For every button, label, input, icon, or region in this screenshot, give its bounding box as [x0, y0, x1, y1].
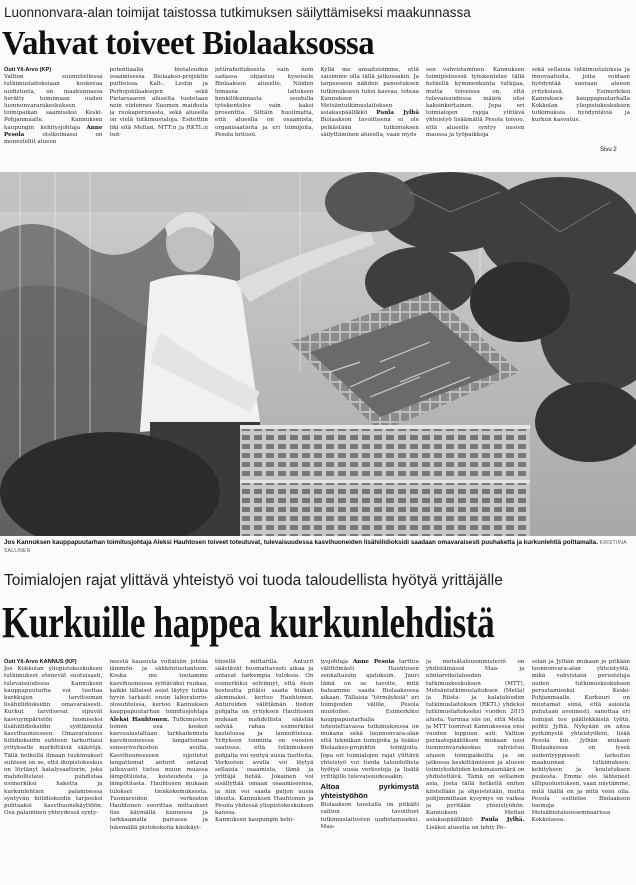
body-text: sekä sellaisia tutkimustuloksia ja innovaatioita, joita voidaan hyödyntää suoraan alueen yrityksissä. Esimerkiksi Kannuksen kauppapuutarhalla Kokkolan yliopistokeskuksen tutkimuksia hyödyntäviä ja kurkun kasvatus. [531, 67, 630, 124]
news-photo [0, 172, 636, 536]
body-text: neestä kaasusta voitaisiin johtaa lämmön- ja sähköntuotantoon. Koska me tuotamme kasvihuoneissa syötäväksi ruokaa, kaikki tällaiset asiat täytyy tutkia hyvin tarkasti ensin laboratorio-olosuhteissa, kertoo Kannuksen kauppapuutarhan toimitusjohtaja [109, 659, 208, 716]
body-text: Biolaakson tavoitteena ei ole pelkästään tutkimuksen säilyttäminen alueella, vaan myös [320, 117, 419, 138]
person-name: Anne Pesola [4, 124, 103, 138]
body-text: potentiaalia biotalouden osaamisessa Biolaakso-projektin puitteissa. Kalt-, Lestin ja Perhojokilaaksojen sekä Pietarsaaren alueelta tuotetaan noin viidennes Suomen maidosta ja ruokaperunasta, sekä alueella on vielä tutkimustaloja. Esitettiin liki sitä Metlan, MTT:n ja RKTL:n tud- [109, 67, 208, 138]
body-text: tysjohtaja [320, 659, 349, 665]
byline: Outi Yli-Arvo KANNUS (KP) [4, 659, 77, 665]
body-text: töisellä mittarilla. Anturit säästävät huomattavasti aikaa ja antavat tarkempia tuloksia. On esimerkiksi selvinnyt, että öisin kosteutta pitäisi saada hiukan alemmaksi, kertoo Hauhtonen. Antureiden välittämän tiedon pohjalta on yrityksen Hauhtosen mukaan mahdollista säästää selvää rahaa esimerkiksi kastelussa ja lannoitteissa. Yrityksen toiminta on vuosien saatossa, että tutkimuksen pohjalta voi syntyä uusia tuotteita. Verkoston avulla voi löytyä sellaisia osaamista, tämä ja yrittäjä tietää. Jokainen voi sisällyttää omaan osaamiseensa, ja niin voi saada paljon uusia ideoita. Kannuksen Hauhtonen ja Pesola yhdessä yliopistokeskuksen kanssa. [215, 659, 314, 817]
article2-body [4, 659, 630, 881]
body-text: solan ja Jylhän mukaan jo pitkään luonnonvara-alan yhteistyötä, mikä vahvistaisi perusteluja uuden tutkimuskeskuksen perustamiseksi Keski-Pohjanmaalle. Kurkuuri on muutamat siinä, että asioista puhutaan avoimesti, sanottaa eri toimijat tee päällekkäistä työtä, pohtii Jylhä. Nykyään on aitoa pyrkimystä yhteistyöhön, lisää Pesola kin. Jylhän mukaan Biolaaksossa on lyseä uudentyyppisesti tarkoitus maakunnan tutkimuksen, kehityksen ja koulutuksen puolesta. Emme ole lähteneet sillipuolustuksen, vaan näytämme, mitä täällä on ja mitä voisi olla. Pesola esittelee Biolaakson teemoja Metsäbiotaloussemnaarissa Kokkolassa. [531, 659, 630, 824]
photo-caption [4, 539, 630, 555]
article2-column-2 [110, 659, 209, 881]
subheading: Altoa pyrkimystä yhteistyöhön [320, 782, 419, 800]
article2-column-1 [4, 659, 103, 881]
article1-column-5 [426, 67, 525, 151]
continued-on-page[interactable]: Sivu 2 [600, 147, 617, 153]
article1-column-1 [4, 67, 103, 151]
body-text: Jos Kokkolan yliopistokeskuksen tutkimukset etenevät suotuisasti, tulevaisuudessa Kannuksen kauppapuutarha voi tuottaa kurkkujen tarvitseman lisähiilidioksidin omavaraisesti. Kurkut tarvitsevat sipuvät kasvuympäristön luomiseksi lisähiilidioksidin syöttämistä kasvihuoneeseen. Omavaraisuus hiilidioksidin suhteen tarkoittaisi yritykselle merkittäviä säästöjä. Tällä hetkellä ilmaan tuskimukset suhteen on se, että diopistokeskus on löytänyt katalysaattorin, joka mahdollistaisi puhdistaa esimerkiksi haketta ja kurkunlehtien palamisessa syntyvän hiilidioksidin tarpeeksi puhtaaksi kasvihuonekäyttöön. Osa palaminen yhteydessä synty- [4, 666, 103, 817]
body-text: Lisäksi alueella on tehty Pe- [426, 824, 506, 831]
body-text: ja metsätalousministeriö on yhdistämässä Maa- ja elintarviketalouden tutkimuskeskuksen (MTT), Metsäntutkimuslaitoksen (Metla) ja Riista- ja kalatalouden tutkimuslaitoksen (RKTL) yhdeksi tutkimuslaitokseksi vuoden 2015 alusta. Varmaa siis on, että Metla ja MTT toimivat Kannuksessa ensi vuoden loppuun asti. Valtion periaatepäätöksen mukaan uusi luonnonvarakeskus vahvistuu alueen toimipaikoilla ja on jatkossa keskittämiseen ja alueen toimiyksiköiden kokonaismäärä on yhdistettävä. Tämä on sellainen asia, josta tällä hetkellä eniten kiistellään ja ohjeistetään, mutta pohjimmiltaan kysymys on vaikea ja pyritään yhteistyöhön. Kannuksen Metlan asiakaspäällikkö [426, 659, 525, 824]
article2-column-3 [215, 659, 314, 881]
article1-column-3 [215, 67, 314, 151]
byline: Outi Yli-Arvo (KP) [4, 67, 52, 73]
body-text: jettirahoituksesta vain noin sadassa objastuu kyseisele Biolaakson alueelle. Näiden lomassa laitoksen henkilökunnasta seudulla työskentelee vain kaksi prosenttia. Sittäin huolimatta, että alueella on osaamista, organisaatioita ja eri toimijoita, Pesola kritisoi. [215, 67, 314, 138]
article2-kicker: Toimialojen rajat ylittävä yhteistyö voi tuoda taloudellista hyötyä yrittäjälle [4, 572, 503, 589]
article2-column-5 [426, 659, 525, 881]
article1-column-2 [110, 67, 209, 151]
person-name: Anne Pesola [352, 659, 395, 665]
caption-text: Jos Kannuksen kauppapuutarhan toimitusjohtaja Aleksi Hauhtosen toiveet toteutuvat, tulevaisuudessa kasvihuoneiden lisähiilidioksidi saadaan omavaraisesti puuhaketta ja kurkunlehtiä polttamalla. [4, 539, 598, 546]
article1-column-4 [321, 67, 420, 151]
greenhouse-photo-illustration [0, 172, 636, 536]
article2-headline: Kurkuille happea kurkunlehdistä [2, 598, 495, 647]
article2-column-6 [532, 659, 631, 881]
person-name: Aleksi Hauhtonen. [109, 716, 170, 723]
body-text: Kyllä me ansaitsisimme, että saisimme olla tällä jatkossakin. Ja tarpeeseen nähden panostuksen tutkimukseen tulisi kasvaa, toteaa Kannuksen Metsäntutkimuslaitoksen asiakaspäällikkö [320, 67, 419, 117]
body-text: Tutkimusten toinen osa koskee kasvualustaltaan tarkkailemista kasvihuoneessa langattoman sensoriverkoston avulla. Kasvihuoneeseen sijoitetut langattomat anturit antavat jatkuvasti tietoa muun muassa lämpötiloista, kosteudesta ja lämpötilasta. Hauhtosen mukaan tulokset tienkokemuksesta. Tuomareiden verkoston Hauhtonen suorittaa mittaukset itse käymällä kunnossa ja tarkkaamalla paivassa ja tekemällä pistokokeita käsikäyt- [109, 716, 208, 831]
body-text: Biolaakson taustalla on pitkälti valtion tavoitteet tutkimuslaitosten uudistamiseksi. Maa- [320, 802, 419, 830]
body-text: Valtion suunnitellessa tutkimuslaitoksiaan koskevaa uudistusta, on maakunnassa herätty toimimaan uuden luonnonvararakeskuksen toimipaikan saamiseksi Keski-Pohjanmaalle. Kannuksen kaupungin kehitysjohtaja [4, 74, 103, 131]
article2-column-4 [321, 659, 420, 881]
body-text: tarttuu välittömästi Hauhtosen senkaltaisiin ajatuksiin. Juuri tämä on se tavoite, mitä haluamme saada Biolaaksossa aikaan. Tällaisia "törmäyksiä" eri toimijoiden välille, Pesola muotoilee. Esimerkiksi kauppapuutarhalla toteutettavassa tutkimuksessa on mukana sekä luonnonvara-alan että tekniikan toimijoita ja lisäksi Biolaakso-projektin toimijoita. Jopa eri toimialojen rajat ylittävä yhteistyö voi tuoda taloudellista hyötyä uusia verkostoja ja lisätä yrittäjille tulevaisuudessakin. [320, 659, 419, 781]
article1-column-6 [532, 67, 631, 151]
person-name: Paula Jylhä. [480, 817, 525, 824]
article1-kicker: Luonnonvara-alan toimijat taistossa tutkimuksen säilyttämiseksi maakunnassa [4, 5, 471, 20]
person-name: Paula Jylhä [376, 110, 419, 117]
article1-body [4, 67, 630, 151]
body-text: sen vahvistaminen. Kannuksen toimipisteessä työskentelee tällä hetkellä kymmenkunta tutkijaa, mutta toiveissa on, että tulevaisuudessa määrä olisi kaksinkertainen. Jopa eri toimialojen rajoja ylittävä yhteistyö lisäämällä Pesola toivoo, että alueelle syntyy uusien maussa ja työpaikkoja [426, 67, 525, 138]
photo-credit: KRISTIINA SALLINEN [4, 540, 627, 554]
body-text: otsikoimassi on monestellit alueen [4, 131, 103, 146]
article1-headline: Vahvat toiveet Biolaaksossa [2, 25, 375, 62]
body-text: Kannuksen kaupungin kehi- [215, 817, 295, 824]
